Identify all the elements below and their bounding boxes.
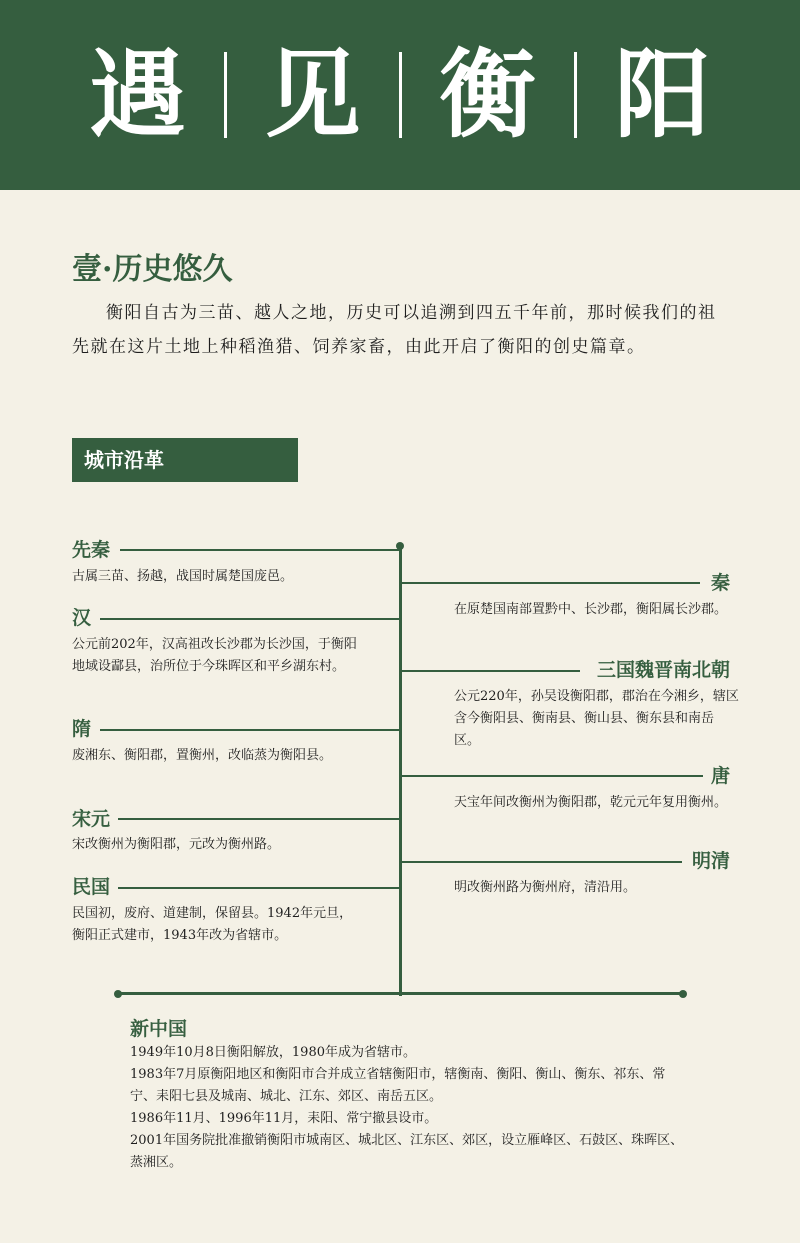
timeline-label: 城市沿革 bbox=[72, 438, 298, 482]
era-desc-sanguo: 公元220年，孙吴设衡阳郡，郡治在今湘乡，辖区含今衡阳县、衡南县、衡山县、衡东县和南岳区。 bbox=[454, 689, 739, 748]
era-label-han: 汉 bbox=[72, 607, 92, 629]
era-label-mingqing: 明清 bbox=[691, 850, 730, 872]
era-label-minguo: 民国 bbox=[72, 876, 111, 898]
connector-line bbox=[118, 887, 400, 889]
era-label-new-china: 新中国 bbox=[130, 1018, 188, 1040]
list-item: 1983年7月原衡阳地区和衡阳市合并成立省辖衡阳市，辖衡南、衡阳、衡山、衡东、祁东、常宁、耒阳七县及城南、城北、江东、郊区、南岳五区。 bbox=[130, 1067, 666, 1104]
connector-line bbox=[100, 618, 400, 620]
banner-char: 遇 bbox=[89, 38, 186, 151]
era-label-qin: 秦 bbox=[710, 572, 730, 594]
list-item: 1986年11月、1996年11月，耒阳、常宁撤县设市。 bbox=[130, 1111, 438, 1126]
connector-line bbox=[118, 818, 400, 820]
timeline-dot bbox=[114, 990, 122, 998]
title-banner bbox=[0, 0, 800, 190]
era-label-sanguo: 三国魏晋南北朝 bbox=[596, 659, 730, 681]
list-item: 2001年国务院批准撤销衡阳市城南区、城北区、江东区、郊区，设立雁峰区、石鼓区、珠晖区、蒸湘区。 bbox=[130, 1133, 684, 1170]
connector-line bbox=[120, 549, 400, 551]
era-desc-mingqing: 明改衡州路为衡州府，清沿用。 bbox=[454, 880, 637, 895]
era-desc-han: 公元前202年，汉高祖改长沙郡为长沙国，于衡阳地域设酃县，治所位于今珠晖区和平乡湖东村。 bbox=[72, 637, 357, 674]
era-desc-qin: 在原楚国南部置黔中、长沙郡，衡阳属长沙郡。 bbox=[454, 602, 728, 617]
banner-char: 阳 bbox=[614, 38, 711, 151]
connector-line bbox=[100, 729, 400, 731]
timeline-horizontal-line bbox=[118, 992, 683, 995]
era-label-songyuan: 宋元 bbox=[72, 808, 111, 830]
connector-line bbox=[400, 670, 580, 672]
timeline-vertical-line bbox=[399, 546, 402, 996]
era-desc-xianqin: 古属三苗、扬越，战国时属楚国庞邑。 bbox=[72, 569, 294, 584]
banner-title bbox=[52, 38, 749, 151]
era-label-sui: 隋 bbox=[72, 718, 92, 740]
era-desc-tang: 天宝年间改衡州为衡阳郡，乾元元年复用衡州。 bbox=[454, 795, 728, 810]
era-desc-songyuan: 宋改衡州为衡阳郡，元改为衡州路。 bbox=[72, 837, 281, 852]
era-label-tang: 唐 bbox=[710, 765, 730, 787]
era-desc-minguo: 民国初，废府、道建制，保留县。1942年元旦，衡阳正式建市，1943年改为省辖市。 bbox=[72, 906, 353, 943]
era-desc-sui: 废湘东、衡阳郡，置衡州，改临蒸为衡阳县。 bbox=[72, 748, 333, 763]
banner-char: 衡 bbox=[439, 38, 536, 151]
new-china-list bbox=[130, 1042, 690, 1174]
section-title: 壹·历史悠久 bbox=[72, 252, 233, 287]
era-label-xianqin: 先秦 bbox=[72, 539, 111, 561]
timeline-dot bbox=[679, 990, 687, 998]
banner-char: 见 bbox=[264, 38, 361, 151]
intro-paragraph: 衡阳自古为三苗、越人之地，历史可以追溯到四五千年前，那时候我们的祖先就在这片土地上种稻渔猎、饲养家畜，由此开启了衡阳的创史篇章。 bbox=[72, 303, 717, 357]
list-item: 1949年10月8日衡阳解放，1980年成为省辖市。 bbox=[130, 1045, 416, 1060]
